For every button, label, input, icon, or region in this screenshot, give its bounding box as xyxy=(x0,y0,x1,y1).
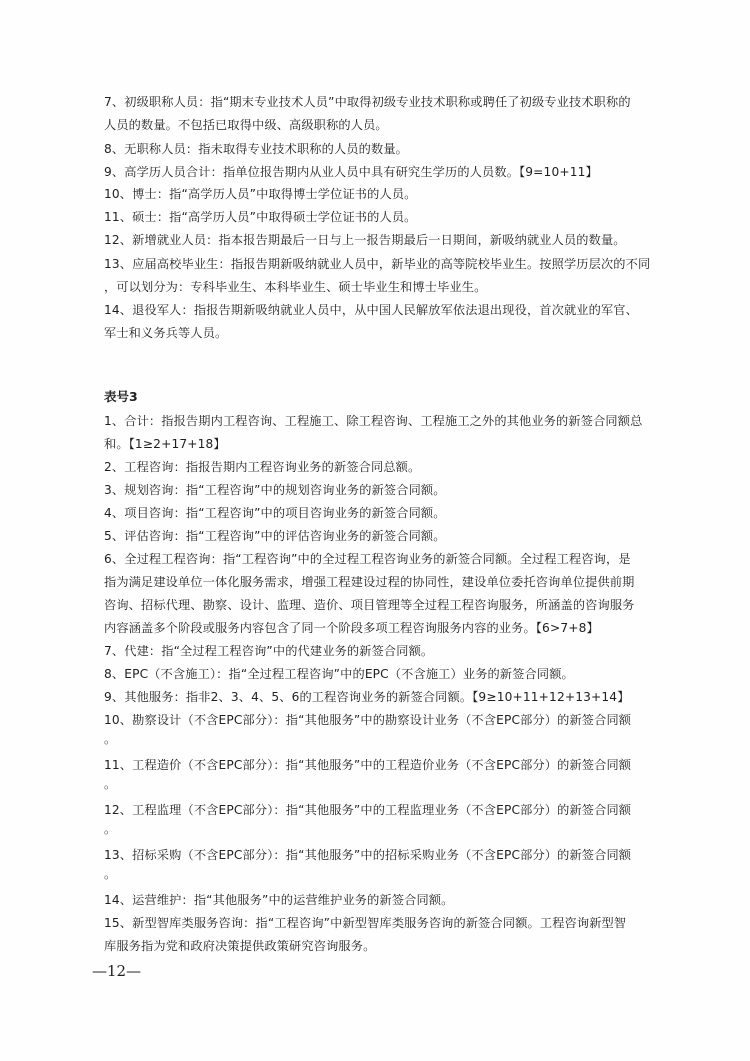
item-7-line-2: 人员的数量。不包括已取得中级、高级职称的人员。 xyxy=(104,118,388,132)
s3-item-8: 8、EPC（不含施工）：指“全过程工程咨询”中的EPC（不含施工）业务的新签合同额。 xyxy=(104,667,574,681)
item-14-line-1: 14、退役军人：指报告期新吸纳就业人员中，从中国人民解放军依法退出现役，首次就业的军官、 xyxy=(104,303,638,317)
s3-item-14: 14、运营维护：指“其他服务”中的运营维护业务的新签合同额。 xyxy=(104,893,454,907)
item-8: 8、无职称人员：指未取得专业技术职称的人员的数量。 xyxy=(104,142,409,156)
s3-item-5: 5、评估咨询：指“工程咨询”中的评估咨询业务的新签合同额。 xyxy=(104,529,446,543)
s3-item-15-line-2: 库服务指为党和政府决策提供政策研究咨询服务。 xyxy=(104,939,376,953)
item-12: 12、新增就业人员：指本报告期最后一日与上一报告期最后一日期间，新吸纳就业人员的数量。 xyxy=(104,233,626,247)
s3-item-3: 3、规划咨询：指“工程咨询”中的规划咨询业务的新签合同额。 xyxy=(104,483,446,497)
item-14-line-2: 军士和义务兵等人员。 xyxy=(104,326,228,340)
s3-item-6-line-4: 内容涵盖多个阶段或服务内容包含了同一个阶段多项工程咨询服务内容的业务。【6>7+8】 xyxy=(104,621,599,635)
s3-item-1-line-2: 和。【1≥2+17+18】 xyxy=(104,437,226,451)
item-7-line-1: 7、初级职称人员：指“期末专业技术人员”中取得初级专业技术职称或聘任了初级专业技术职称的 xyxy=(104,95,631,109)
section-heading: 表号3 xyxy=(104,389,138,404)
s3-item-13-period: 。 xyxy=(104,867,117,881)
s3-item-1-line-1: 1、合计：指报告期内工程咨询、工程施工、除工程咨询、工程施工之外的其他业务的新签合同额总 xyxy=(104,414,643,428)
s3-item-6-line-2: 指为满足建设单位一体化服务需求，增强工程建设过程的协同性，建设单位委托咨询单位提供前期 xyxy=(104,575,635,589)
s3-item-12: 12、工程监理（不含EPC部分）：指“其他服务”中的工程监理业务（不含EPC部分）的新签合同额 xyxy=(104,803,632,817)
s3-item-10: 10、勘察设计（不含EPC部分）：指“其他服务”中的勘察设计业务（不含EPC部分）的新签合同额 xyxy=(104,713,632,727)
s3-item-7: 7、代建：指“全过程工程咨询”中的代建业务的新签合同额。 xyxy=(104,644,434,658)
s3-item-11: 11、工程造价（不含EPC部分）：指“其他服务”中的工程造价业务（不含EPC部分）的新签合同额 xyxy=(104,758,632,772)
s3-item-6-line-1: 6、全过程工程咨询：指“工程咨询”中的全过程工程咨询业务的新签合同额。全过程工程咨询，是 xyxy=(104,552,631,566)
page-number: —12— xyxy=(92,962,142,980)
s3-item-15-line-1: 15、新型智库类服务咨询：指“工程咨询”中新型智库类服务咨询的新签合同额。工程咨询新型智 xyxy=(104,916,627,930)
s3-item-11-period: 。 xyxy=(104,777,117,791)
s3-item-6-line-3: 咨询、招标代理、勘察、设计、监理、造价、项目管理等全过程工程咨询服务，所涵盖的咨询服务 xyxy=(104,598,635,612)
s3-item-10-period: 。 xyxy=(104,732,117,746)
item-10: 10、博士：指“高学历人员”中取得博士学位证书的人员。 xyxy=(104,187,417,201)
item-13-line-2: ，可以划分为：专科毕业生、本科毕业生、硕士毕业生和博士毕业生。 xyxy=(104,280,487,294)
s3-item-4: 4、项目咨询：指“工程咨询”中的项目咨询业务的新签合同额。 xyxy=(104,506,446,520)
item-9: 9、高学历人员合计：指单位报告期内从业人员中具有研究生学历的人员数。【9=10+11】 xyxy=(104,165,598,179)
item-11: 11、硕士：指“高学历人员”中取得硕士学位证书的人员。 xyxy=(104,210,417,224)
s3-item-13: 13、招标采购（不含EPC部分）：指“其他服务”中的招标采购业务（不含EPC部分）的新签合同额 xyxy=(104,848,632,862)
s3-item-9: 9、其他服务：指非2、3、4、5、6的工程咨询业务的新签合同额。【9≥10+11+12+13+14】 xyxy=(104,690,630,704)
item-13-line-1: 13、应届高校毕业生：指报告期新吸纳就业人员中，新毕业的高等院校毕业生。按照学历层次的不同 xyxy=(104,257,651,271)
s3-item-12-period: 。 xyxy=(104,822,117,836)
s3-item-2: 2、工程咨询：指报告期内工程咨询业务的新签合同总额。 xyxy=(104,460,421,474)
